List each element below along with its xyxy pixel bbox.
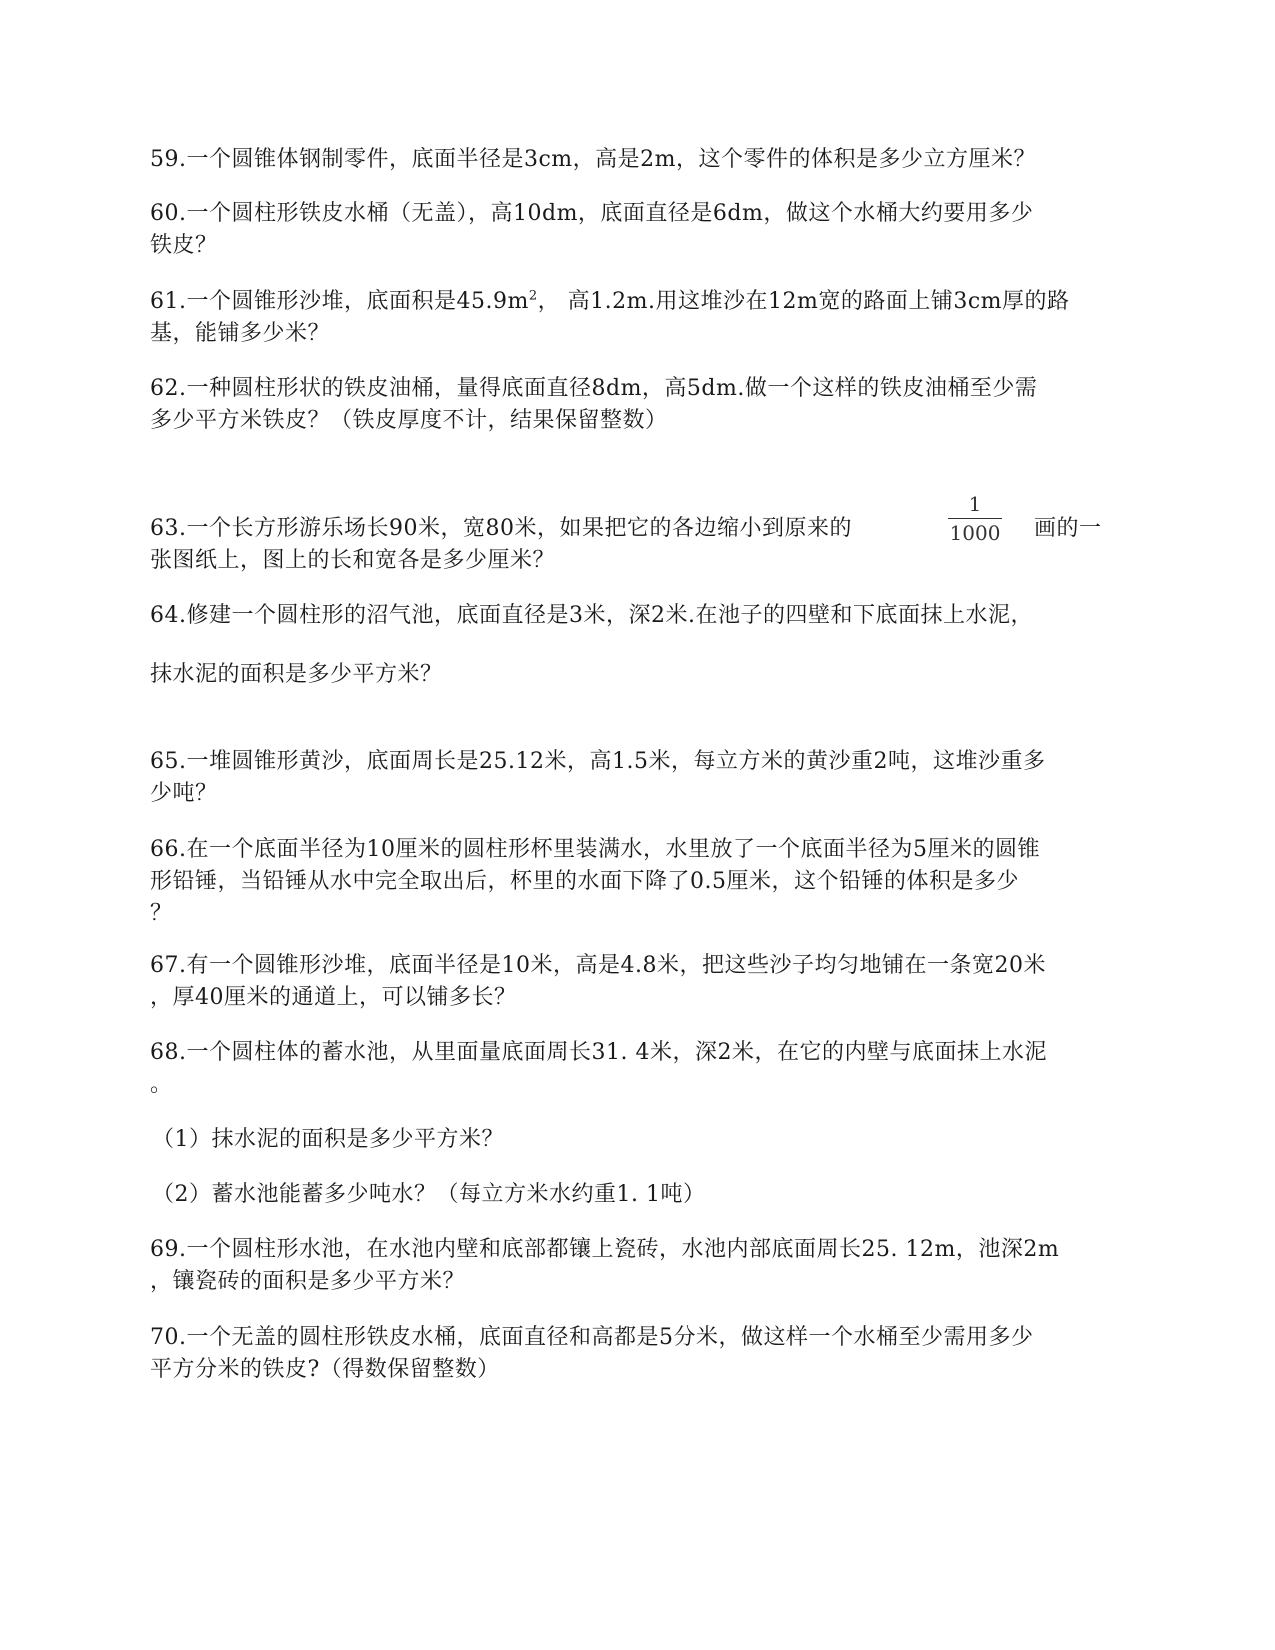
question-63-line-1-post: 画的一 [1034,516,1102,541]
fraction-denominator: 1000 [949,521,1001,545]
question-67-line-2: ，厚40厘米的通道上，可以铺多长？ [150,985,517,1010]
question-61-text-pre: 61.一个圆锥形沙堆，底面积是45.9m [150,289,529,314]
superscript-2: 2 [528,288,538,304]
question-68-line-1: 68.一个圆柱体的蓄水池，从里面量底面周长31. 4米，深2米，在它的内壁与底面抹上水泥 [150,1040,1047,1065]
question-68-sub-1: （1）抹水泥的面积是多少平方米？ [152,1127,504,1152]
question-66-line-1: 66.在一个底面半径为10厘米的圆柱形杯里装满水，水里放了一个底面半径为5厘米的圆锥 [150,837,1040,862]
question-68-sub-2: （2）蓄水池能蓄多少吨水？（每立方米水约重1. 1吨） [152,1182,706,1207]
fraction-one-thousandth [940,492,1010,545]
question-64-line-1: 64.修建一个圆柱形的沼气池，底面直径是3米，深2米.在池子的四壁和下底面抹上水泥， [150,603,1033,628]
question-70-line-1: 70.一个无盖的圆柱形铁皮水桶，底面直径和高都是5分米，做这样一个水桶至少需用多少 [150,1325,1034,1350]
question-70-line-2: 平方分米的铁皮?（得数保留整数） [150,1357,500,1382]
question-65-line-1: 65.一堆圆锥形黄沙，底面周长是25.12米，高1.5米，每立方米的黄沙重2吨，这堆沙重多 [150,749,1046,774]
question-63-line-1-pre: 63.一个长方形游乐场长90米，宽80米，如果把它的各边缩小到原来的 [150,516,852,541]
fraction-bar [948,518,1002,519]
question-60-line-1: 60.一个圆柱形铁皮水桶（无盖），高10dm，底面直径是6dm，做这个水桶大约要用多少 [150,201,1034,226]
question-66-line-2: 形铅锤，当铅锤从水中完全取出后，杯里的水面下降了0.5厘米，这个铅锤的体积是多少 [150,869,1019,894]
question-60-line-2: 铁皮？ [150,233,218,258]
question-66-line-3: ？ [150,901,173,926]
question-65-line-2: 少吨？ [150,781,218,806]
question-69-line-1: 69.一个圆柱形水池，在水池内壁和底部都镶上瓷砖，水池内部底面周长25. 12m，池深2m [150,1237,1060,1262]
question-64-line-2: 抹水泥的面积是多少平方米？ [150,662,443,687]
question-63-line-2: 张图纸上，图上的长和宽各是多少厘米？ [150,548,556,573]
question-62-line-1: 62.一种圆柱形状的铁皮油桶，量得底面直径8dm，高5dm.做一个这样的铁皮油桶至少需 [150,376,1038,401]
question-61-text-post: ， 高1.2m.用这堆沙在12m宽的路面上铺3cm厚的路 [537,289,1070,314]
question-61-line-1 [150,286,1070,318]
fraction-numerator: 1 [968,492,982,516]
question-69-line-2: ，镶瓷砖的面积是多少平方米？ [150,1269,466,1294]
question-68-line-2: 。 [150,1072,173,1097]
question-61-line-2: 基，能铺多少米？ [150,321,331,346]
question-67-line-1: 67.有一个圆锥形沙堆，底面半径是10米，高是4.8米，把这些沙子均匀地铺在一条宽20米 [150,953,1046,978]
question-59-line-1: 59.一个圆锥体钢制零件，底面半径是3cm，高是2m，这个零件的体积是多少立方厘米？ [150,147,1037,172]
question-62-line-2: 多少平方米铁皮？（铁皮厚度不计，结果保留整数） [150,408,668,433]
